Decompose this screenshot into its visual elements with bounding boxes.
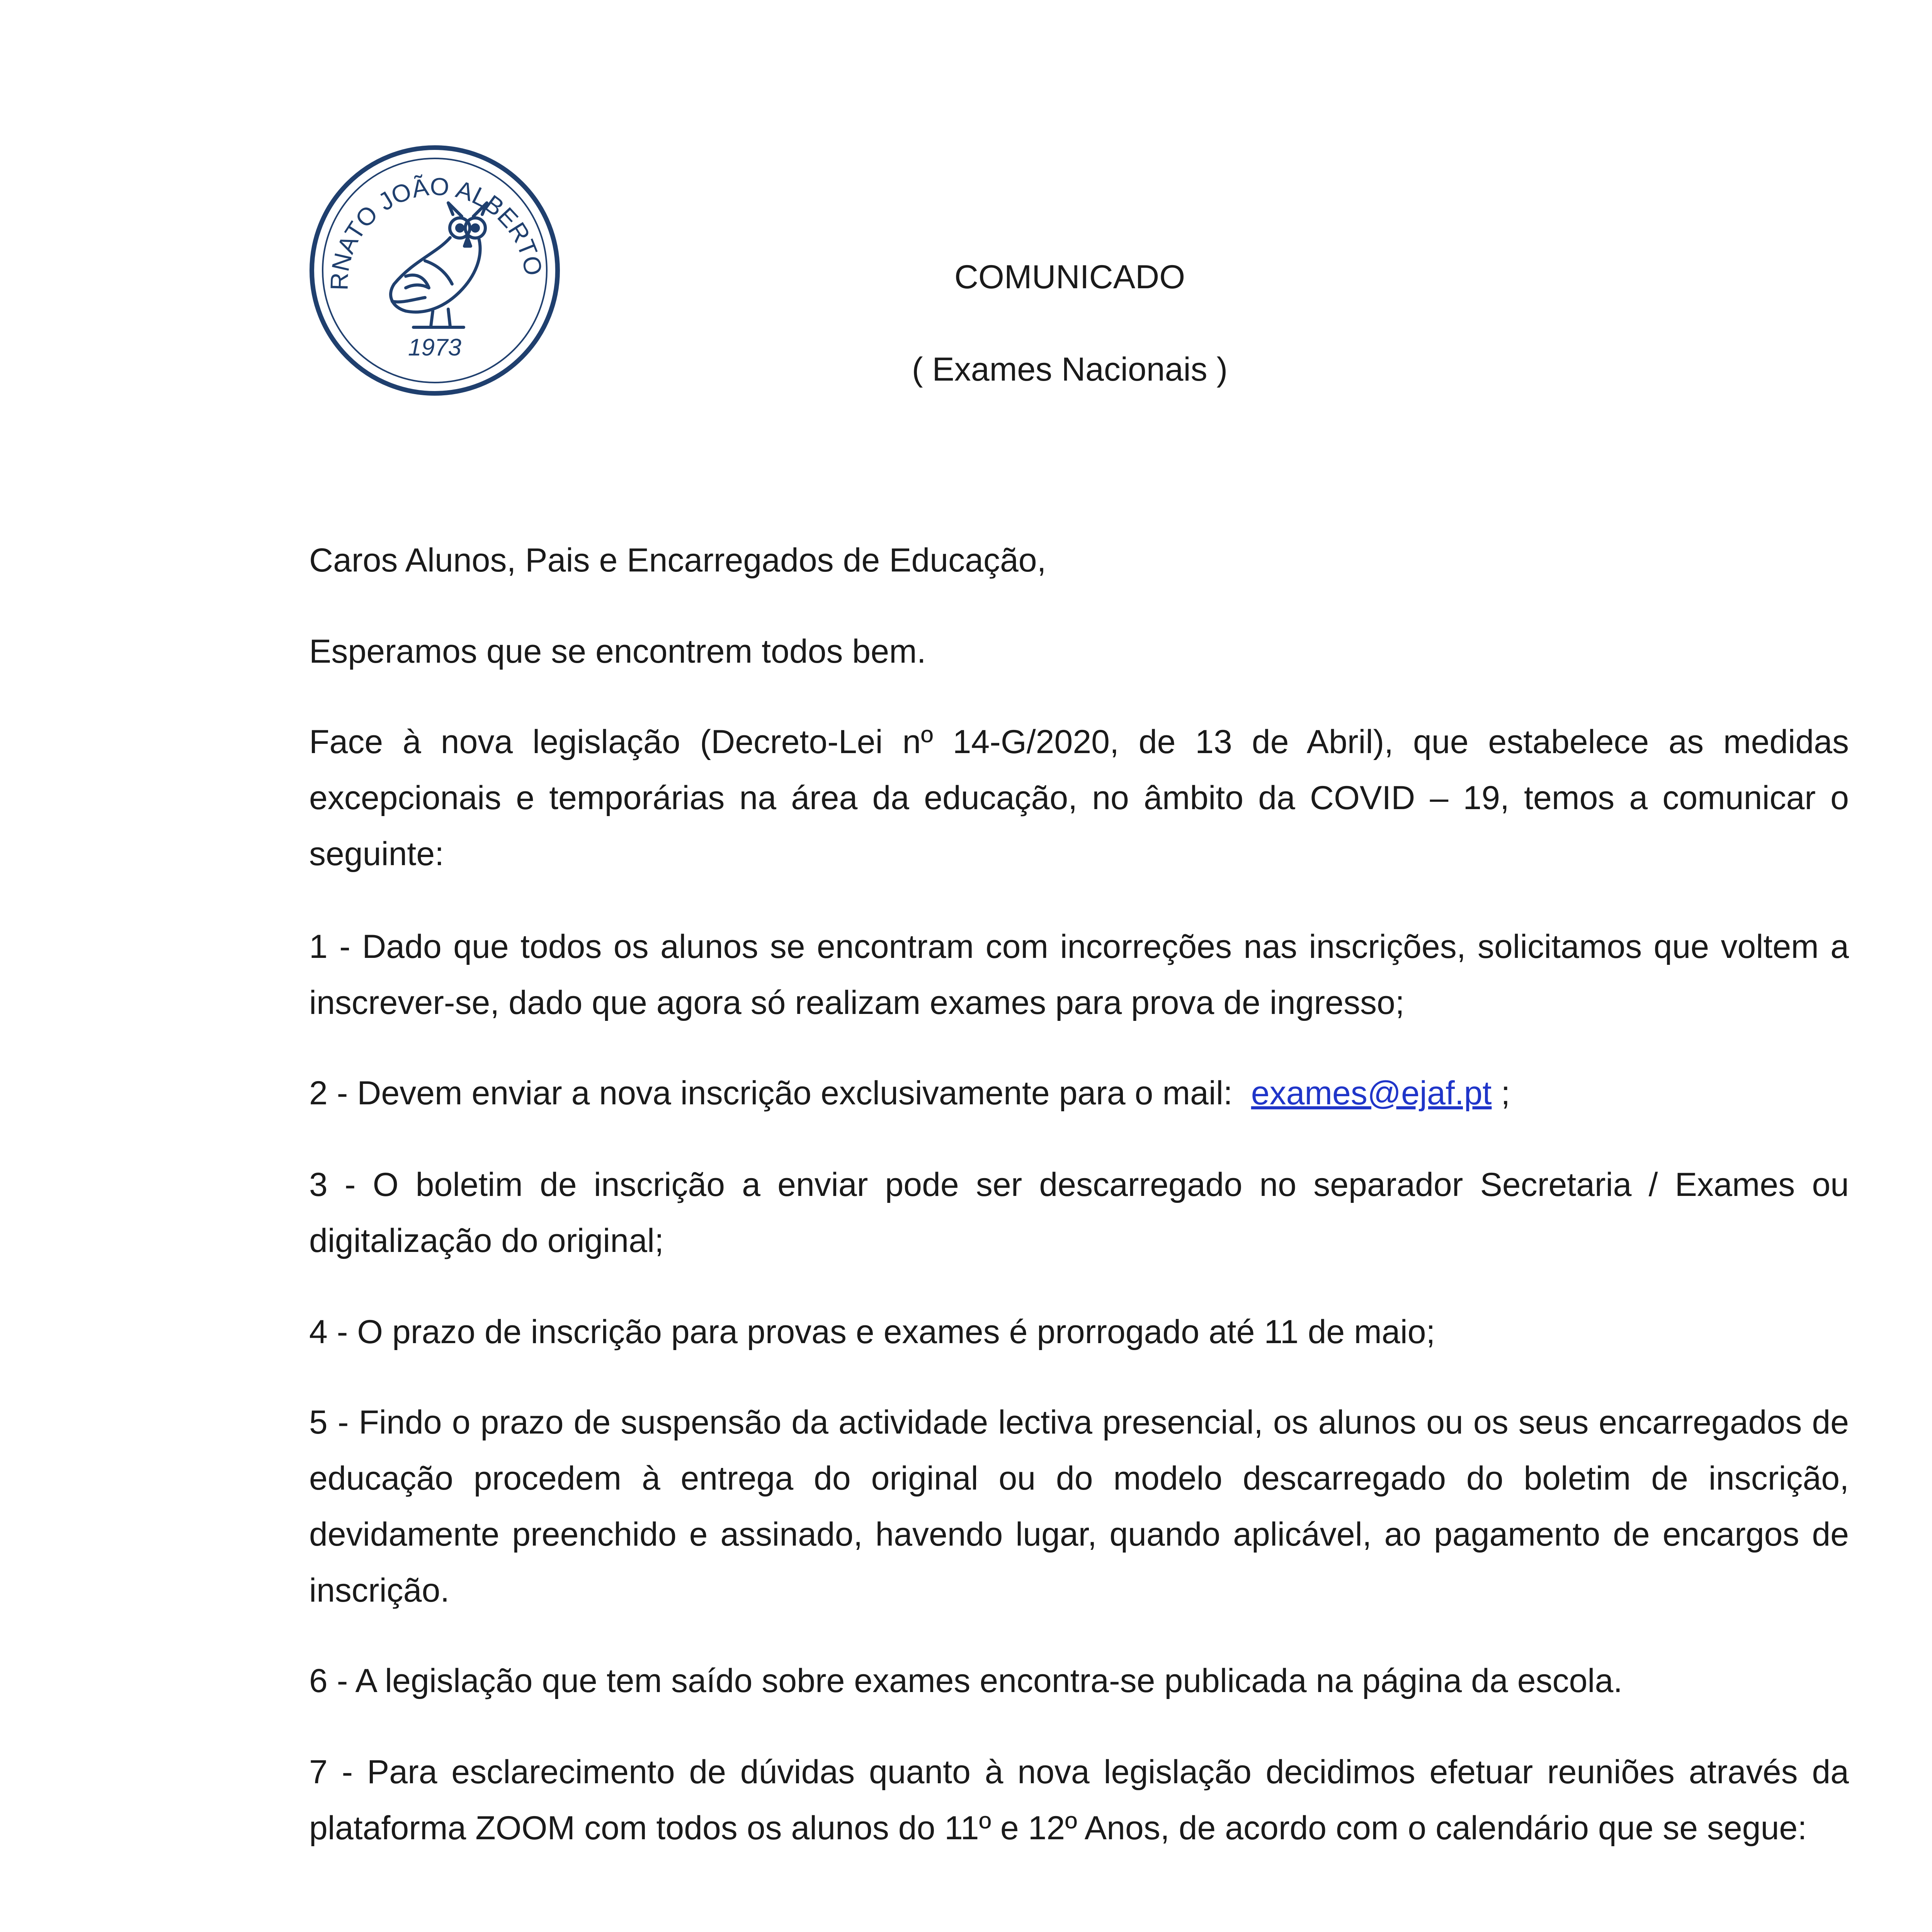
page-subtitle: ( Exames Nacionais ) <box>912 351 1228 388</box>
item-7: 7 - Para esclarecimento de dúvidas quanto à nova legislação decidimos efetuar reuniões através da plataforma ZOOM com todos os alunos do 11º e 12º Anos, de acordo com o calendário que se segue: <box>309 1753 1849 1847</box>
logo-ring-text: RNATO JOÃO ALBERTO <box>325 172 548 291</box>
item-3: 3 - O boletim de inscrição a enviar pode ser descarregado no separador Secretaria / Exames ou digitalização do original; <box>309 1166 1849 1259</box>
item-2-suffix: ; <box>1501 1075 1510 1112</box>
page-title: COMUNICADO <box>954 259 1185 296</box>
greeting: Caros Alunos, Pais e Encarregados de Educação, <box>309 542 1046 579</box>
item-5: 5 - Findo o prazo de suspensão da actividade lectiva presencial, os alunos ou os seus encarregados de educação procedem à entrega do original ou do modelo descarregado do boletim de inscrição, devidamente preenchido e assinado, havendo lugar, quando aplicável, ao pagamento de encargos de inscrição. <box>309 1404 1849 1609</box>
item-1: 1 - Dado que todos os alunos se encontram com incorreções nas inscrições, solicitamos que voltem a inscrever-se, dado que agora só realizam exames para prova de ingresso; <box>309 928 1849 1021</box>
item-6: 6 - A legislação que tem saído sobre exames encontra-se publicada na página da escola. <box>309 1662 1623 1699</box>
intro-paragraph: Face à nova legislação (Decreto-Lei nº 14-G/2020, de 13 de Abril), que estabelece as medidas excepcionais e temporárias na área da educação, no âmbito da COVID – 19, temos a comunicar o seguinte: <box>309 723 1849 872</box>
logo-year: 1973 <box>408 334 461 361</box>
item-4: 4 - O prazo de inscrição para provas e exames é prorrogado até 11 de maio; <box>309 1313 1435 1350</box>
email-link[interactable]: exames@ejaf.pt <box>1251 1075 1492 1112</box>
item-2-text: 2 - Devem enviar a nova inscrição exclusivamente para o mail: <box>309 1075 1233 1112</box>
wish-paragraph: Esperamos que se encontrem todos bem. <box>309 633 926 670</box>
item-2 <box>309 1065 1849 1121</box>
